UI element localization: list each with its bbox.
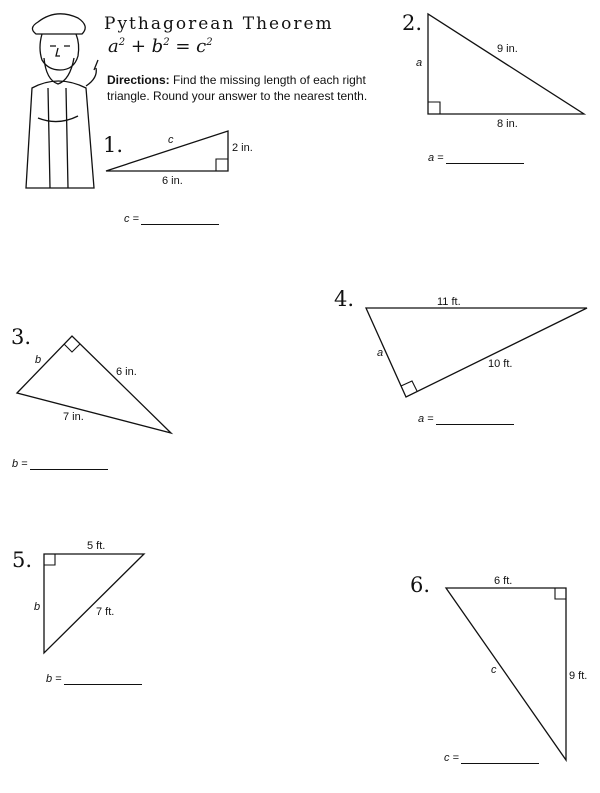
triangle-label-hyp: 11 ft. — [437, 296, 461, 308]
answer-blank[interactable] — [64, 673, 142, 685]
right-angle-marker-6 — [555, 588, 566, 599]
answer-blank[interactable] — [141, 213, 219, 225]
answer-label: c = — [124, 213, 139, 225]
triangle-label-leg-a: a — [377, 347, 384, 359]
triangle-label-leg-b: b — [35, 354, 42, 366]
answer-label: b = — [12, 458, 28, 470]
triangle-label-hyp: c — [168, 134, 174, 146]
problem-number: 4. — [334, 287, 355, 311]
triangle-label-top: 5 ft. — [87, 540, 106, 552]
triangle-2 — [428, 14, 584, 114]
formula-exponent: 2 — [206, 37, 213, 48]
triangle-label-leg: 10 ft. — [488, 358, 513, 370]
triangle-label-hyp: 7 ft. — [96, 606, 115, 618]
right-angle-marker-1 — [216, 159, 228, 171]
triangle-label-top: 6 ft. — [494, 575, 513, 587]
triangle-label-base: 6 in. — [162, 175, 183, 187]
answer-label: b = — [46, 673, 62, 685]
answer-field-4[interactable] — [418, 413, 514, 425]
triangle-5 — [44, 554, 144, 653]
formula-plus: + — [130, 36, 146, 57]
answer-label: a = — [418, 413, 434, 425]
right-angle-marker-5 — [44, 554, 55, 565]
answer-label: a = — [428, 152, 444, 164]
answer-field-1[interactable] — [124, 213, 219, 225]
triangle-label-side: 9 ft. — [569, 670, 588, 682]
right-angle-marker-4 — [401, 381, 417, 391]
problem-number: 1. — [103, 133, 124, 157]
directions-text: Find the missing length of each right triangle. Round your answer to the nearest tenth. — [107, 73, 368, 103]
triangle-1 — [106, 131, 228, 171]
answer-field-6[interactable] — [444, 752, 539, 764]
formula-exponent: 2 — [118, 37, 126, 48]
answer-field-3[interactable] — [12, 458, 108, 470]
answer-blank[interactable] — [461, 752, 539, 764]
problem-number: 3. — [11, 325, 32, 349]
formula-c: c — [196, 36, 207, 57]
problem-number: 6. — [410, 573, 431, 597]
triangle-label-hyp: c — [491, 664, 497, 676]
formula-exponent: 2 — [163, 37, 170, 48]
formula-equals: = — [175, 36, 191, 57]
answer-blank[interactable] — [30, 458, 108, 470]
triangle-label-base: 8 in. — [497, 118, 518, 130]
worksheet-title: Pythagorean Theorem — [104, 14, 334, 34]
answer-blank[interactable] — [436, 413, 514, 425]
triangle-label-side: b — [34, 601, 41, 613]
triangle-label-side: a — [416, 57, 423, 69]
triangle-3 — [17, 336, 171, 433]
answer-field-5[interactable] — [46, 673, 142, 685]
triangle-6 — [446, 588, 566, 760]
triangle-label-side: 2 in. — [232, 142, 253, 154]
problem-number: 2. — [402, 11, 423, 35]
answer-field-2[interactable] — [428, 152, 524, 164]
triangle-4 — [366, 308, 587, 397]
right-angle-marker-2 — [428, 102, 440, 114]
right-angle-marker-3 — [64, 344, 80, 352]
directions-label: Directions: — [107, 73, 170, 87]
triangle-label-hyp: 9 in. — [497, 43, 518, 55]
formula-b: b — [151, 36, 164, 57]
answer-blank[interactable] — [446, 152, 524, 164]
problem-number: 5. — [12, 548, 33, 572]
answer-label: c = — [444, 752, 459, 764]
triangle-label-leg: 6 in. — [116, 366, 137, 378]
triangle-label-hyp: 7 in. — [63, 411, 84, 423]
formula-a: a — [108, 36, 119, 57]
